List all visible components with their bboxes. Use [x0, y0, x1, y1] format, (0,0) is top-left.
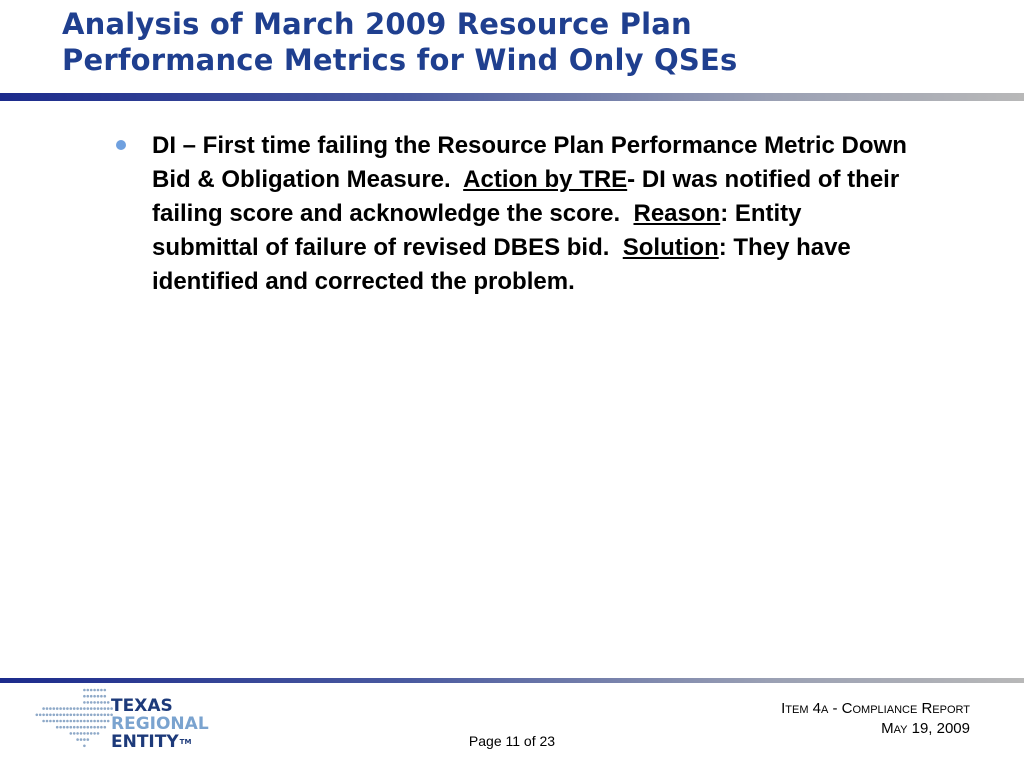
footer-divider: [0, 678, 1024, 683]
bullet-text-part-1: DI – First time failing the Resource Plan Performance Metric Down Bid & Obligation Measure.: [152, 132, 907, 193]
bullet-text-part-4: : They have identified and corrected the problem.: [152, 234, 851, 295]
report-info: [781, 699, 970, 739]
solution-label: Solution: [622, 234, 719, 261]
report-date: May 19, 2009: [881, 720, 970, 737]
bullet-text: [152, 129, 912, 299]
report-title: Item 4a - Compliance Report: [781, 700, 970, 717]
page-number: Page 11 of 23: [468, 733, 556, 749]
reason-label: Reason: [633, 200, 721, 227]
slide-title: [62, 6, 1002, 78]
slide-title-line-1: Analysis of March 2009 Resource Plan: [62, 7, 692, 41]
header-divider: [0, 93, 1024, 101]
action-by-tre-label: Action by TRE: [463, 166, 628, 193]
logo-line-entity-text: ENTITY: [111, 732, 179, 752]
logo-line-regional: REGIONAL: [111, 714, 209, 734]
bullet-item: [112, 129, 912, 299]
bullet-text-part-3: : Entity submittal of failure of revised DBES bid.: [152, 200, 802, 261]
bullet-dot-icon: [116, 140, 126, 150]
slide-title-line-2: Performance Metrics for Wind Only QSEs: [62, 43, 738, 77]
logo-trademark: TM: [179, 738, 192, 746]
logo-line-texas: TEXAS: [111, 696, 173, 716]
bullet-text-part-2: - DI was notified of their failing score and acknowledge the score.: [152, 166, 900, 227]
